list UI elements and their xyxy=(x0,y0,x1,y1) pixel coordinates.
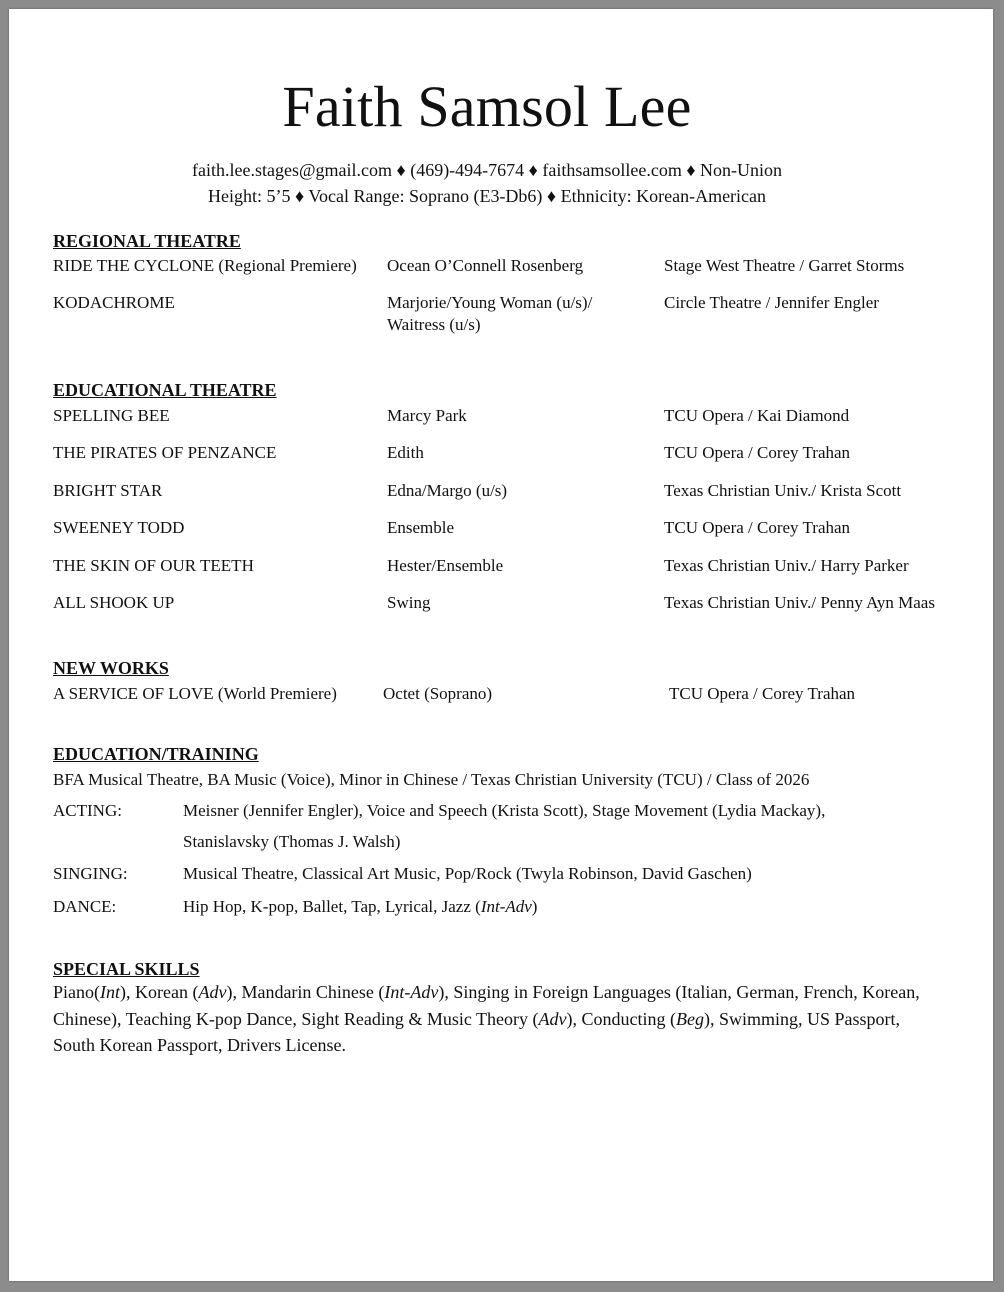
credit-role: Ensemble xyxy=(387,518,455,537)
regional-heading: REGIONAL THEATRE xyxy=(53,231,241,251)
training-acting: Meisner (Jennifer Engler), Voice and Speech (Krista Scott), Stage Movement (Lydia Mackay), xyxy=(183,801,826,820)
training-dance: Hip Hop, K-pop, Ballet, Tap, Lyrical, Jazz (Int-Adv) xyxy=(183,897,538,916)
credit-company: Stage West Theatre / Garret Storms xyxy=(664,256,905,275)
resume-name: Faith Samsol Lee xyxy=(282,74,692,139)
credit-role: Edna/Margo (u/s) xyxy=(387,481,508,500)
credit-company: Texas Christian Univ./ Harry Parker xyxy=(664,556,909,575)
credit-role: Swing xyxy=(387,593,431,612)
credit-company: TCU Opera / Corey Trahan xyxy=(664,518,851,537)
training-acting-continued: Stanislavsky (Thomas J. Walsh) xyxy=(183,832,401,851)
credit-role: Marjorie/Young Woman (u/s)/ xyxy=(387,293,593,312)
credit-role: Edith xyxy=(387,443,424,462)
credit-company: TCU Opera / Corey Trahan xyxy=(664,443,851,462)
credit-show: THE PIRATES OF PENZANCE xyxy=(53,443,277,462)
educational-heading: EDUCATIONAL THEATRE xyxy=(53,380,277,400)
credit-show: KODACHROME xyxy=(53,293,175,312)
credit-company: Texas Christian Univ./ Penny Ayn Maas xyxy=(664,593,935,612)
degree-line: BFA Musical Theatre, BA Music (Voice), Minor in Chinese / Texas Christian University (TCU) / Class of 2026 xyxy=(53,770,810,789)
stats-line: Height: 5’5 ♦ Vocal Range: Soprano (E3-Db6) ♦ Ethnicity: Korean-American xyxy=(207,186,767,206)
credit-show: SPELLING BEE xyxy=(53,406,170,425)
training-label-singing: SINGING: xyxy=(53,864,128,883)
credit-company: Texas Christian Univ./ Krista Scott xyxy=(664,481,902,500)
credit-show: THE SKIN OF OUR TEETH xyxy=(53,556,254,575)
credit-company: Circle Theatre / Jennifer Engler xyxy=(664,293,879,312)
training-label-acting: ACTING: xyxy=(53,801,122,820)
credit-role: Ocean O’Connell Rosenberg xyxy=(387,256,584,275)
credit-show: BRIGHT STAR xyxy=(53,481,163,500)
credit-show: SWEENEY TODD xyxy=(53,518,185,537)
credit-role: Octet (Soprano) xyxy=(383,684,493,703)
credit-company: TCU Opera / Kai Diamond xyxy=(664,406,850,425)
skills-heading: SPECIAL SKILLS xyxy=(53,959,200,979)
contact-line: faith.lee.stages@gmail.com ♦ (469)-494-7674 ♦ faithsamsollee.com ♦ Non-Union xyxy=(192,160,782,180)
credit-role: Hester/Ensemble xyxy=(387,556,504,575)
training-singing: Musical Theatre, Classical Art Music, Pop/Rock (Twyla Robinson, David Gaschen) xyxy=(183,864,752,883)
credit-show: RIDE THE CYCLONE (Regional Premiere) xyxy=(53,256,357,275)
education-heading: EDUCATION/TRAINING xyxy=(53,744,259,764)
credit-show: A SERVICE OF LOVE (World Premiere) xyxy=(53,684,337,703)
credit-show: ALL SHOOK UP xyxy=(53,593,175,612)
credit-role: Marcy Park xyxy=(387,406,467,425)
training-label-dance: DANCE: xyxy=(53,897,117,916)
credit-company: TCU Opera / Corey Trahan xyxy=(669,684,856,703)
resume-page xyxy=(9,9,993,1281)
skills-paragraph: Piano(Int), Korean (Adv), Mandarin Chinese (Int-Adv), Singing in Foreign Languages (Italian, German, French, Korean, Chinese), Teaching K-pop Dance, Sight Reading & Music Theory (Adv), Conducting (Beg), Swimming, US Passport, South Korean Passport, Drivers License. xyxy=(53,982,920,1055)
new-works-heading: NEW WORKS xyxy=(53,658,169,678)
credit-role-continued: Waitress (u/s) xyxy=(387,315,481,334)
